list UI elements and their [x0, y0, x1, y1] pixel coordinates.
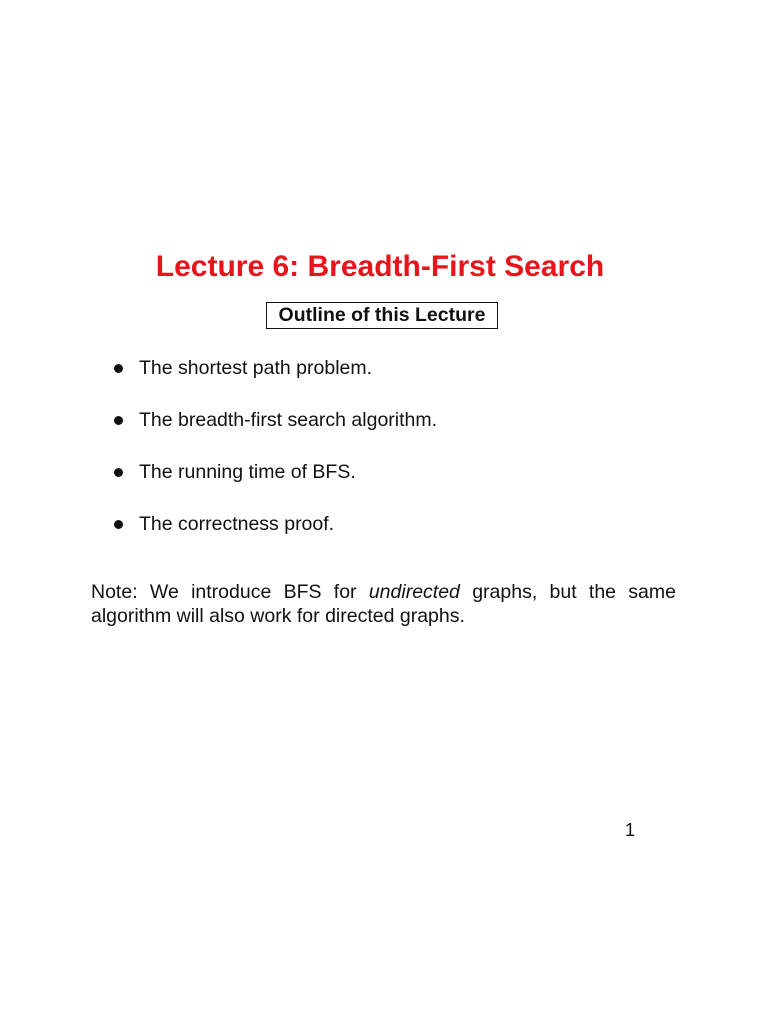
bullet-dot-icon: [114, 416, 123, 425]
bullet-text: The running time of BFS.: [139, 461, 356, 483]
note-emphasis: undirected: [368, 581, 460, 603]
outline-bullet-list: [112, 354, 437, 562]
note-prefix: Note: We introduce BFS for: [91, 581, 369, 603]
bullet-text: The breadth-first search algorithm.: [139, 409, 438, 431]
note-suffix: graphs, but the same: [459, 581, 676, 603]
note-paragraph: [91, 580, 676, 628]
bullet-dot-icon: [114, 468, 123, 477]
page-number: 1: [624, 820, 635, 840]
bullet-dot-icon: [114, 520, 123, 529]
bullet-item: [112, 406, 437, 458]
note-line-1: [91, 580, 676, 604]
outline-heading: Outline of this Lecture: [278, 304, 486, 326]
bullet-item: [112, 354, 437, 406]
bullet-text: The correctness proof.: [139, 513, 335, 535]
bullet-dot-icon: [114, 364, 123, 373]
note-line-2: algorithm will also work for directed graphs.: [91, 605, 465, 627]
bullet-item: [112, 458, 437, 510]
slide-title: Lecture 6: Breadth-First Search: [155, 250, 605, 283]
bullet-item: [112, 510, 437, 562]
bullet-text: The shortest path problem.: [139, 357, 373, 379]
outline-heading-box: [266, 302, 498, 329]
